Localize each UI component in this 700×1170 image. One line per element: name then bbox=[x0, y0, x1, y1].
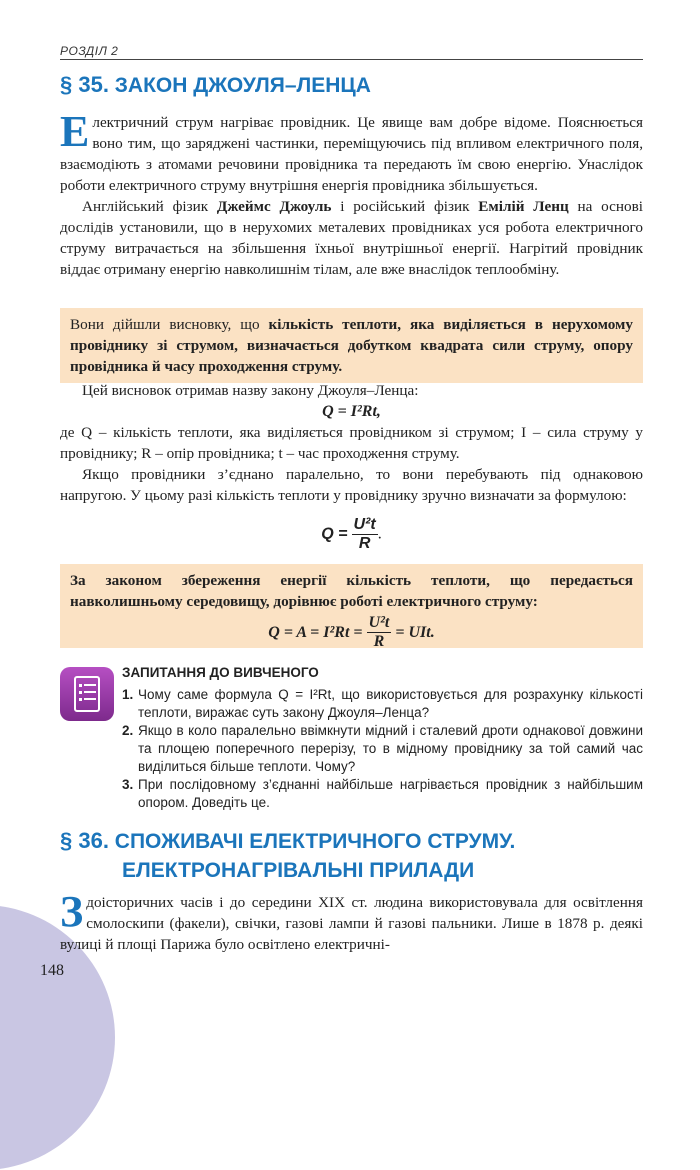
page-number: 148 bbox=[40, 962, 64, 979]
paragraph-4: де Q – кількість теплоти, яка виділяється провідником зі струмом; I – сила струму у провіднику; R – опір провідника; t – час проходження струму. bbox=[60, 424, 643, 462]
section-35-number: § 35. bbox=[60, 72, 109, 97]
questions-title: ЗАПИТАННЯ ДО ВИВЧЕНОГО bbox=[122, 665, 319, 680]
paragraph-1 bbox=[60, 107, 643, 196]
name-lenz: Емілій Ленц bbox=[478, 198, 569, 215]
section-35-body bbox=[60, 107, 643, 280]
conclusion-box bbox=[60, 308, 643, 383]
question-item: 2. Якщо в коло паралельно ввімкнути мідний і сталевий дроти однакової довжини та площею поперечного перерізу, то в мідному провіднику за той самий час виділиться більше теплоти. Чому? bbox=[122, 723, 643, 774]
energy-formula-fraction bbox=[367, 614, 392, 651]
formula-parallel-end: . bbox=[377, 525, 382, 543]
paragraph-3: Цей висновок отримав назву закону Джоуля–Ленца: bbox=[82, 382, 419, 399]
fraction-denominator: R bbox=[358, 535, 371, 552]
section-36-number: § 36. bbox=[60, 828, 109, 853]
conclusion-box-statement: кількість теплоти, яка виділяється в нерухомому провіднику зі струмом, визначається добутком квадрата сили струму, опору провідника й часу проходження струму. bbox=[70, 316, 633, 375]
questions-list-icon bbox=[60, 667, 114, 721]
energy-box bbox=[60, 564, 643, 648]
law-text bbox=[60, 380, 643, 506]
conclusion-box-intro: Вони дійшли висновку, що bbox=[70, 316, 269, 333]
dropcap-letter: Е bbox=[60, 107, 90, 156]
name-joule: Джеймс Джоуль bbox=[216, 198, 332, 215]
paragraph-2-end: на основі дослідів установили, що в нерухомих металевих провідниках уся робота електричного струму витрачається на збільшення їхньої внутрішньої енергії. Нагрітий провідник віддає отриману енергію навколишнім тілам, але вже внаслідок теплообміну. bbox=[60, 198, 643, 278]
paragraph-5: Якщо провідники з’єднано паралельно, то вони перебувають під однаковою напругою. У цьому разі кількість теплоти у провіднику зручно визначати за формулою: bbox=[60, 466, 643, 504]
energy-box-formula bbox=[70, 614, 633, 651]
formula-joule-lenz: Q = I²Rt, bbox=[322, 403, 381, 420]
energy-formula-right: = UIt. bbox=[395, 624, 435, 641]
energy-box-text: За законом збереження енергії кількість теплоти, що передається навколишньому середовищу, дорівнює роботі електричного струму: bbox=[70, 572, 633, 610]
fraction-numerator: U²t bbox=[353, 516, 376, 533]
formula-parallel bbox=[60, 516, 643, 553]
section-header: РОЗДІЛ 2 bbox=[60, 44, 119, 58]
section-35-title bbox=[60, 70, 660, 100]
question-item: 1. Чому саме формула Q = I²Rt, що використовується для розрахунку кількості теплоти, виражає суть закону Джоуля–Ленца? bbox=[122, 687, 643, 720]
energy-formula-left: Q = A = I²Rt = bbox=[268, 624, 363, 641]
formula-parallel-fraction bbox=[352, 516, 378, 553]
section-36-paragraph-1 bbox=[60, 887, 643, 955]
energy-fraction-denominator: R bbox=[373, 633, 385, 650]
paragraph-2-mid: і російський фізик bbox=[331, 198, 479, 215]
formula-parallel-lhs: Q = bbox=[321, 525, 348, 543]
section-36-title bbox=[60, 826, 660, 885]
section-36-heading-line2: ЕЛЕКТРОНАГРІВАЛЬНІ ПРИЛАДИ bbox=[122, 859, 475, 882]
energy-fraction-numerator: U²t bbox=[368, 614, 390, 631]
paragraph-2-start: Англійський фізик bbox=[82, 198, 217, 215]
paragraph-1-text: лектричний струм нагріває провідник. Це явище вам добре відоме. Пояснюється воно тим, що заряджені частинки, переміщуючись під впливом електричного поля, взаємодіють з атомами речовини провідника та передають їм свою енергію. Унаслідок роботи електричного струму внутрішня енергія провідника збільшується. bbox=[60, 114, 643, 194]
section-35-heading: ЗАКОН ДЖОУЛЯ–ЛЕНЦА bbox=[114, 74, 371, 97]
section-36-body bbox=[60, 887, 643, 955]
question-item: 3. При послідовному з’єднанні найбільше нагрівається провідник з найбільшим опором. Доведіть це. bbox=[122, 777, 643, 810]
dropcap-letter-36: З bbox=[60, 887, 84, 936]
section-36-heading-line1: СПОЖИВАЧІ ЕЛЕКТРИЧНОГО СТРУМУ. bbox=[114, 830, 516, 853]
section-36-paragraph-1-text: доісторичних часів і до середини XIX ст. людина використовувала для освітлення смолоскипи (факели), свічки, газові лампи й газові пальники. Лише в 1878 р. деякі вулиці й площі Парижа було освітлено електричні- bbox=[60, 894, 643, 953]
header-rule bbox=[60, 59, 643, 60]
questions-list bbox=[122, 686, 643, 812]
paragraph-2 bbox=[60, 196, 643, 280]
